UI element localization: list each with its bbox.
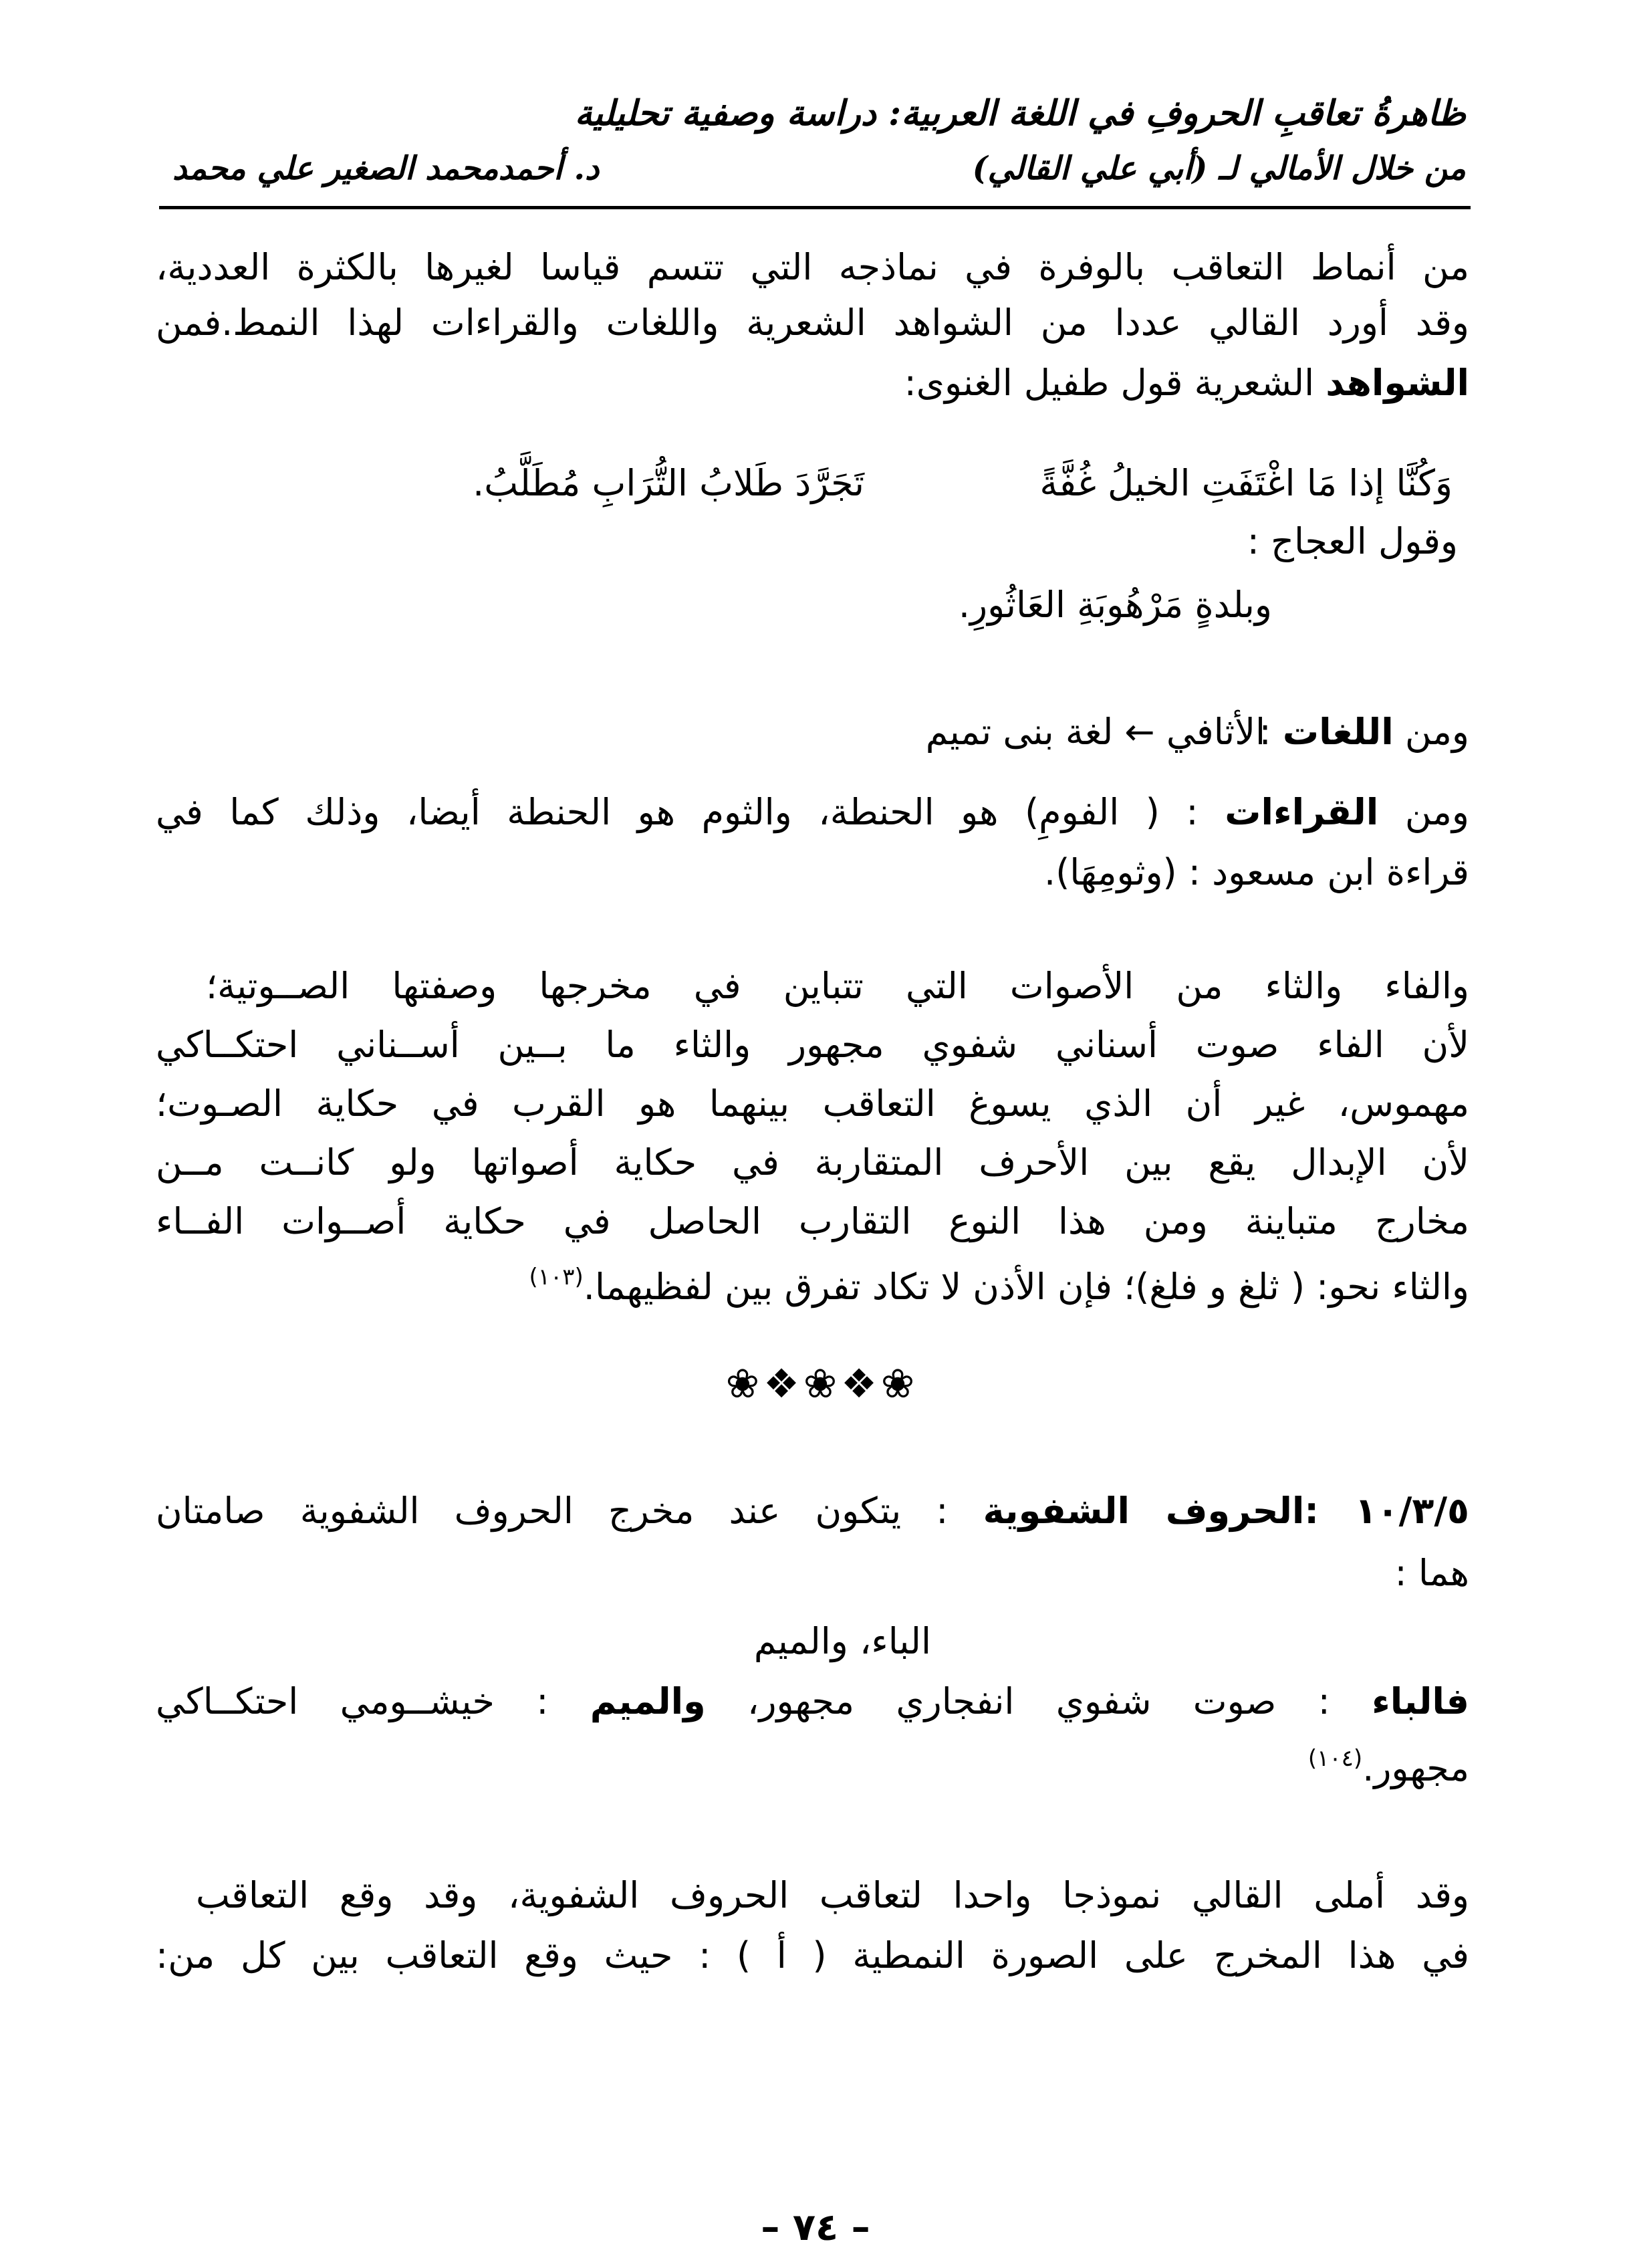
letters-line: الباء، والميم xyxy=(753,1620,931,1662)
text-span: ومن xyxy=(1378,791,1469,833)
paragraph-line xyxy=(156,1678,1469,1725)
bold-term: الشواهد xyxy=(1326,362,1469,404)
bold-term: اللغات xyxy=(1282,711,1394,753)
paragraph-line: من أنماط التعاقب بالوفرة في نماذجه التي تتسم قياسا لغيرها بالكثرة العددية، xyxy=(156,246,1469,288)
paragraph-line: مخارج متباينة ومن هذا النوع التقارب الحاصل في حكاية أصــوات الفــاء xyxy=(156,1200,1469,1242)
paragraph-line: هما : xyxy=(1394,1552,1469,1594)
text-span: مجهور. xyxy=(1362,1747,1469,1789)
quote-intro: وقول العجاج : xyxy=(1247,520,1458,562)
paragraph-line xyxy=(156,360,1469,407)
running-title: ظاهرةُ تعاقبِ الحروفِ في اللغة العربية: دراسة وصفية تحليلية xyxy=(574,93,1466,134)
paragraph-line: قراءة ابن مسعود : (وثومِهَا). xyxy=(1044,851,1469,893)
text-span: : xyxy=(1259,711,1283,753)
paragraph-line xyxy=(156,789,1469,836)
text-span: : يتكون عند مخرج الحروف الشفوية صامتان xyxy=(156,1490,983,1532)
paragraph-line xyxy=(156,1264,1469,1311)
page-number: – ٧٤ – xyxy=(761,2206,870,2249)
section-title: الحروف الشفوية xyxy=(983,1490,1305,1532)
bold-term: القراءات xyxy=(1225,791,1379,833)
paragraph-line xyxy=(156,1745,1469,1792)
footnote-ref-103: (١٠٣) xyxy=(529,1264,584,1290)
section-number: ١٠/٣/٥ : xyxy=(1304,1490,1469,1532)
text-span: : ( الفومِ) هو الحنطة، والثوم هو الحنطة أيضا، وذلك كما في xyxy=(156,791,1225,833)
verse-line: وبلدةٍ مَرْهُوبَةِ العَاثُورِ. xyxy=(958,584,1272,626)
paragraph-line: والفاء والثاء من الأصوات التي تتباين في مخرجها وصفتها الصــوتية؛ xyxy=(206,965,1469,1007)
paragraph-line: وقد أورد القالي عددا من الشواهد الشعرية واللغات والقراءات لهذا النمط.فمن xyxy=(156,302,1469,344)
verse-hemistich-first: وَكُنَّا إذا مَا اغْتَفَتِ الخيلُ غُفَّةً xyxy=(1039,462,1453,504)
bold-term: والميم xyxy=(590,1680,706,1722)
lughat-value: الأثافي ← لغة بنى تميم xyxy=(925,711,1265,753)
paragraph-line: في هذا المخرج على الصورة النمطية ( أ ) : حيث وقع التعاقب بين كل من: xyxy=(156,1934,1469,1976)
running-subtitle: من خلال الأمالي لـ (أبي علي القالي) xyxy=(972,150,1466,187)
author-name: د. أحمدمحمد الصغير علي محمد xyxy=(172,150,600,187)
text-span: : صوت شفوي انفجاري مجهور، xyxy=(705,1680,1372,1722)
section-divider-ornament: ❀❖❀❖❀ xyxy=(725,1361,919,1407)
paragraph-line: مهموس، غير أن الذي يسوغ التعاقب بينهما هو القرب في حكاية الصـوت؛ xyxy=(156,1083,1469,1125)
section-heading-line xyxy=(156,1488,1469,1535)
text-span: الشعرية قول طفيل الغنوى: xyxy=(904,362,1326,404)
header-rule xyxy=(159,206,1471,209)
text-span: ومن xyxy=(1393,711,1469,753)
text-span: والثاء نحو: ( ثلغ و فلغ)؛ فإن الأذن لا تكاد تفرق بين لفظيهما. xyxy=(583,1266,1469,1308)
paragraph-line: لأن الإبدال يقع بين الأحرف المتقاربة في حكاية أصواتها ولو كانــت مــن xyxy=(156,1141,1469,1183)
verse-hemistich-second: تَجَرَّدَ طَلابُ التُّرَابِ مُطَلَّبُ. xyxy=(473,462,864,504)
bold-term: فالباء xyxy=(1372,1680,1469,1722)
text-span: : خيشــومي احتكــاكي xyxy=(156,1680,590,1722)
footnote-ref-104: (١٠٤) xyxy=(1307,1745,1363,1772)
paragraph-line: لأن الفاء صوت أسناني شفوي مجهور والثاء ما بــين أســناني احتكــاكي xyxy=(156,1024,1469,1066)
paragraph-line: وقد أملى القالي نموذجا واحدا لتعاقب الحروف الشفوية، وقد وقع التعاقب xyxy=(196,1874,1469,1916)
